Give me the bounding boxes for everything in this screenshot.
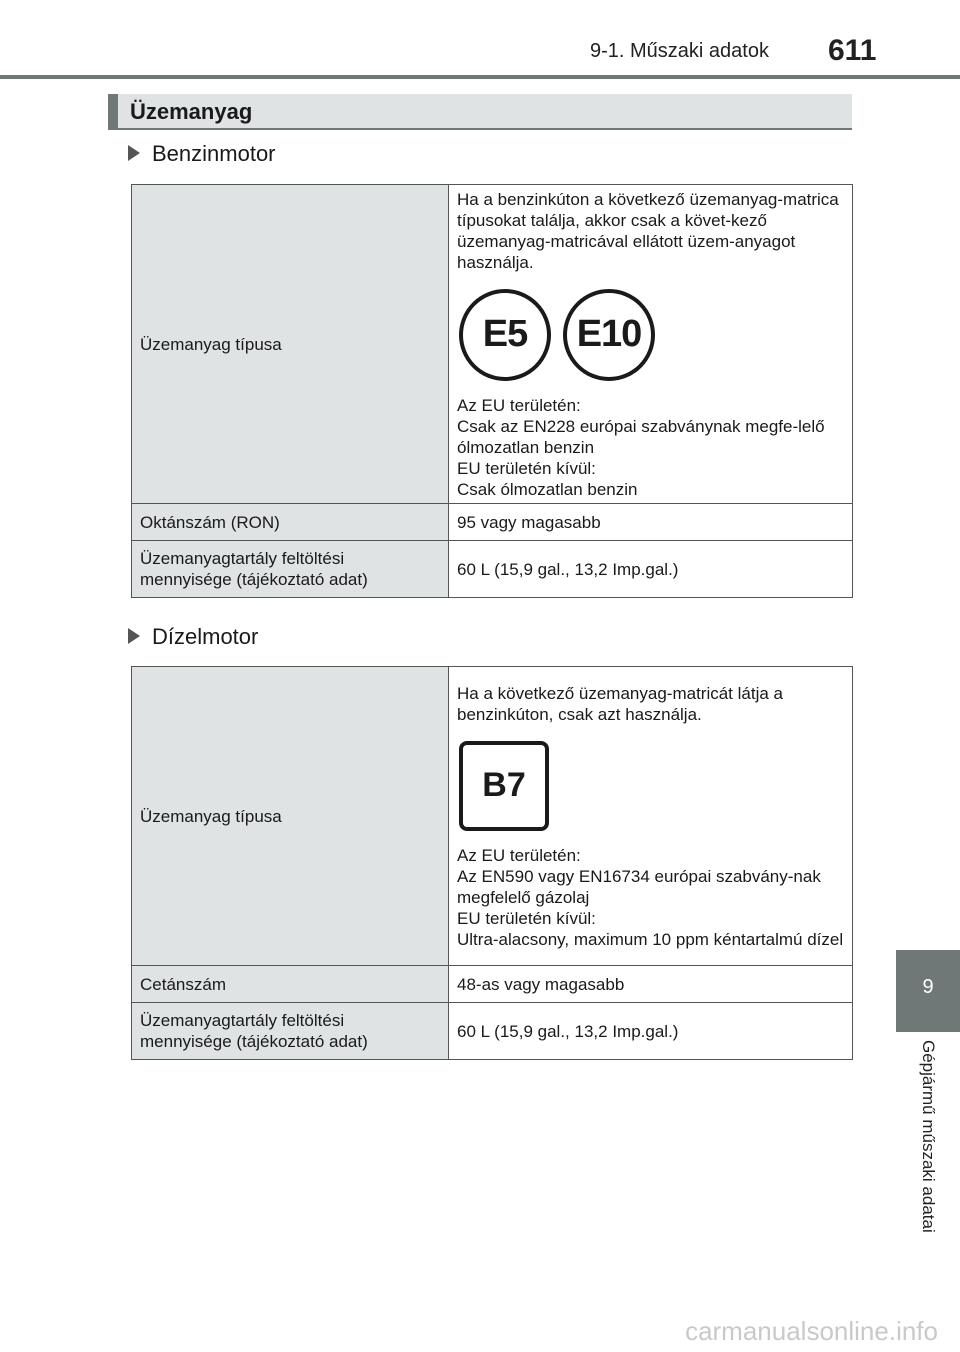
section-title-bar [108,94,852,130]
fuel-type-line: Csak ólmozatlan benzin [457,479,638,499]
fuel-type-intro: Ha a benzinkúton a következő üzemanyag-matrica típusokat találja, akkor csak a követ-kező üzemanyag-matricával ellátott üzem-anyagot használja. [457,189,839,272]
petrol-heading-text: Benzinmotor [152,141,276,166]
e5-fuel-label-icon: E5 [459,289,551,381]
fuel-type-line: EU területén kívül: [457,908,596,928]
table-row [132,1003,853,1060]
fuel-type-value [449,667,853,966]
fuel-type-line: Ultra-alacsony, maximum 10 ppm kéntartalmú dízel [457,929,844,949]
table-row [132,966,853,1003]
fuel-type-intro: Ha a következő üzemanyag-matricát látja a benzinkúton, csak azt használja. [457,683,783,724]
fuel-label-badges [459,289,844,381]
e10-fuel-label-icon: E10 [563,289,655,381]
triangle-bullet-icon [128,145,140,161]
tank-capacity-label: Üzemanyagtartály feltöltési mennyisége (tájékoztató adat) [132,541,449,598]
diesel-heading-text: Dízelmotor [152,624,259,649]
table-row [132,504,853,541]
octane-value: 95 vagy magasabb [449,504,853,541]
watermark: carmanualsonline.info [685,1316,938,1346]
section-title: Üzemanyag [130,99,253,124]
fuel-type-line: Az EU területén: [457,845,581,865]
diesel-spec-table [131,666,853,1060]
b7-fuel-label-icon: B7 [459,741,549,831]
tank-capacity-value: 60 L (15,9 gal., 13,2 Imp.gal.) [449,1003,853,1060]
petrol-spec-table [131,184,853,598]
fuel-type-line: Csak az EN228 európai szabványnak megfe-lelő ólmozatlan benzin [457,416,825,457]
fuel-type-line: EU területén kívül: [457,458,596,478]
fuel-type-line: Az EN590 vagy EN16734 európai szabvány-nak megfelelő gázolaj [457,866,821,907]
table-row [132,185,853,504]
tank-capacity-label: Üzemanyagtartály feltöltési mennyisége (tájékoztató adat) [132,1003,449,1060]
fuel-type-label: Üzemanyag típusa [132,185,449,504]
table-row [132,541,853,598]
chapter-caption: Gépjármű műszaki adatai [919,1040,938,1233]
header-section-title: 9-1. Műszaki adatok [590,40,769,62]
header-divider [0,75,960,79]
fuel-type-label: Üzemanyag típusa [132,667,449,966]
cetane-value: 48-as vagy magasabb [449,966,853,1003]
petrol-heading [128,141,276,167]
fuel-type-value [449,185,853,504]
page-number: 611 [828,34,877,67]
cetane-label: Cetánszám [132,966,449,1003]
fuel-type-line: Az EU területén: [457,395,581,415]
chapter-number: 9 [922,976,934,998]
chapter-tab [896,950,960,1032]
tank-capacity-value: 60 L (15,9 gal., 13,2 Imp.gal.) [449,541,853,598]
octane-label: Oktánszám (RON) [132,504,449,541]
diesel-heading [128,624,258,650]
triangle-bullet-icon [128,628,140,644]
table-row [132,667,853,966]
